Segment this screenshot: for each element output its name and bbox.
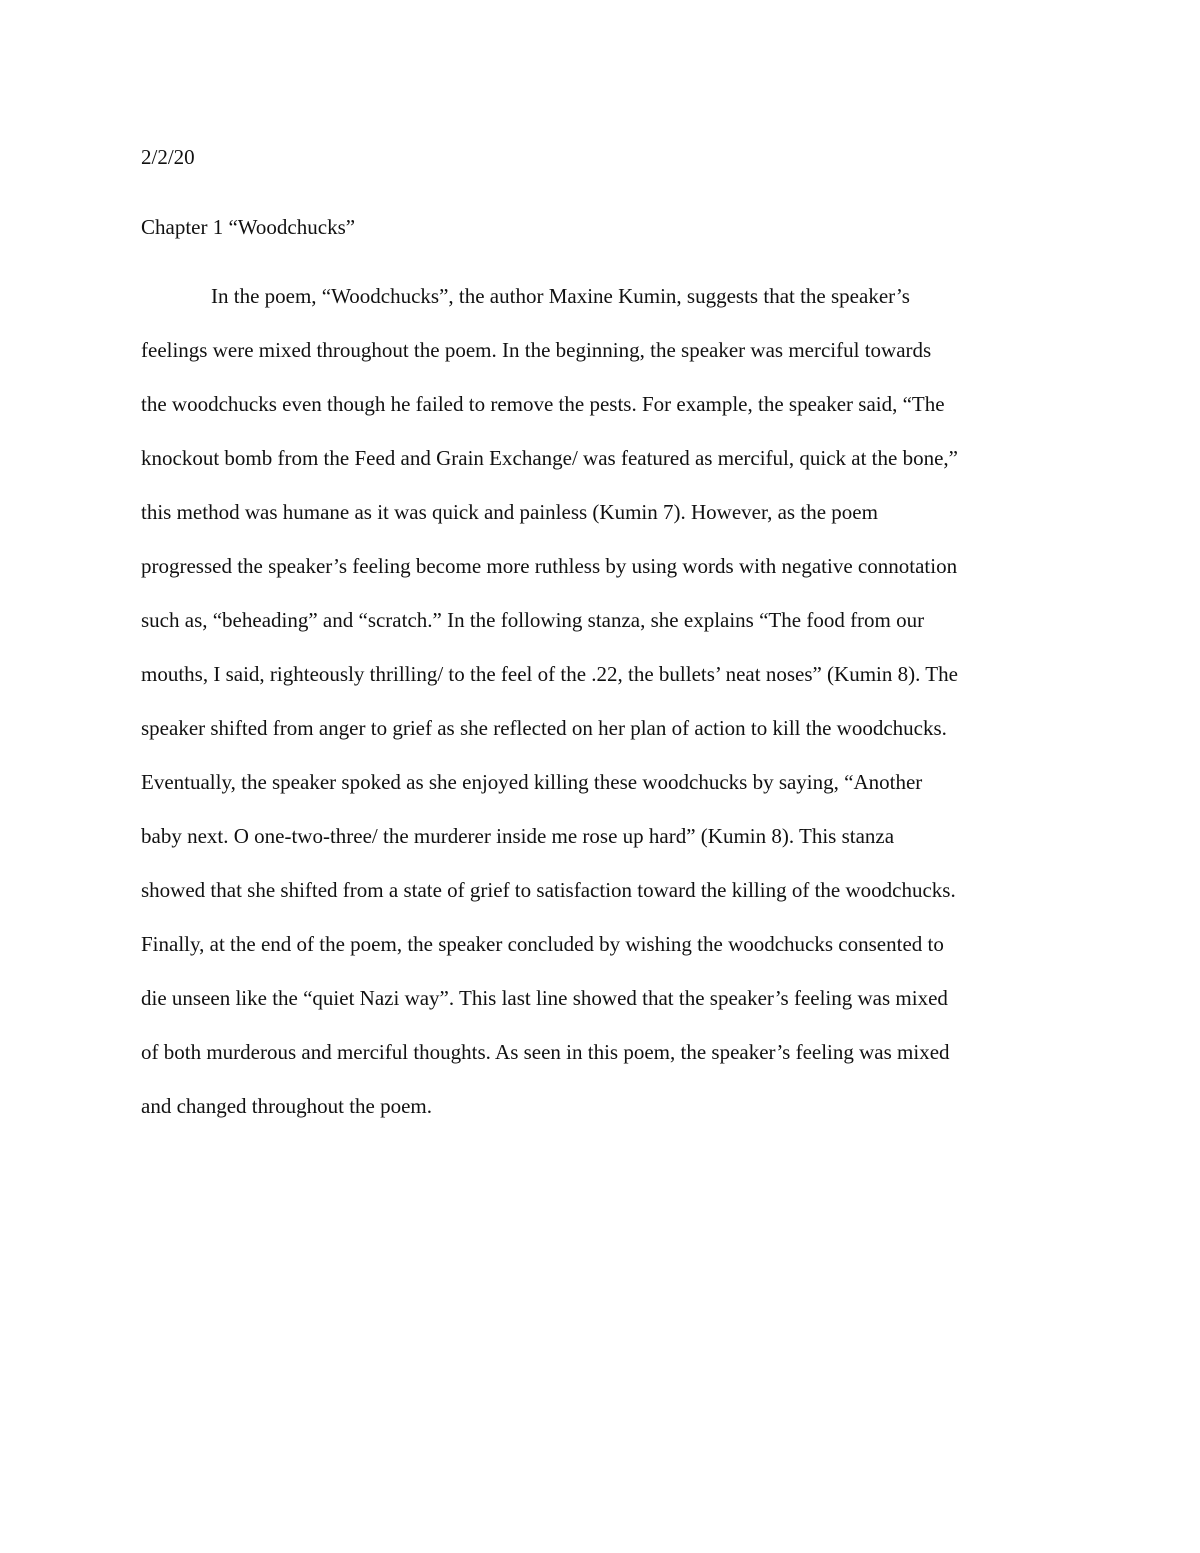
body-line: such as, “beheading” and “scratch.” In the following stanza, she explains “The food from our — [141, 608, 925, 632]
body-line: the woodchucks even though he failed to remove the pests. For example, the speaker said, “The — [141, 392, 945, 416]
body-line: Finally, at the end of the poem, the speaker concluded by wishing the woodchucks consented to — [141, 932, 944, 956]
document-heading: Chapter 1 “Woodchucks” — [141, 215, 356, 239]
body-line: baby next. O one-two-three/ the murderer inside me rose up hard” (Kumin 8). This stanza — [141, 824, 895, 848]
body-line: progressed the speaker’s feeling become more ruthless by using words with negative connotation — [141, 554, 958, 578]
body-line: die unseen like the “quiet Nazi way”. This last line showed that the speaker’s feeling was mixed — [141, 986, 948, 1010]
body-line: and changed throughout the poem. — [141, 1094, 433, 1118]
document-date: 2/2/20 — [141, 145, 195, 169]
body-line: Eventually, the speaker spoked as she enjoyed killing these woodchucks by saying, “Another — [141, 770, 923, 794]
body-line: of both murderous and merciful thoughts. As seen in this poem, the speaker’s feeling was mixed — [141, 1040, 950, 1064]
body-line: mouths, I said, righteously thrilling/ to the feel of the .22, the bullets’ neat noses” (Kumin 8). The — [141, 662, 958, 686]
body-line: this method was humane as it was quick and painless (Kumin 7). However, as the poem — [141, 500, 878, 524]
body-line: showed that she shifted from a state of grief to satisfaction toward the killing of the woodchucks. — [141, 878, 956, 902]
body-line: In the poem, “Woodchucks”, the author Maxine Kumin, suggests that the speaker’s — [211, 284, 910, 308]
body-line: speaker shifted from anger to grief as she reflected on her plan of action to kill the woodchucks. — [141, 716, 947, 740]
body-line: feelings were mixed throughout the poem. In the beginning, the speaker was merciful towards — [141, 338, 932, 362]
body-line: knockout bomb from the Feed and Grain Exchange/ was featured as merciful, quick at the bone,” — [141, 446, 958, 470]
